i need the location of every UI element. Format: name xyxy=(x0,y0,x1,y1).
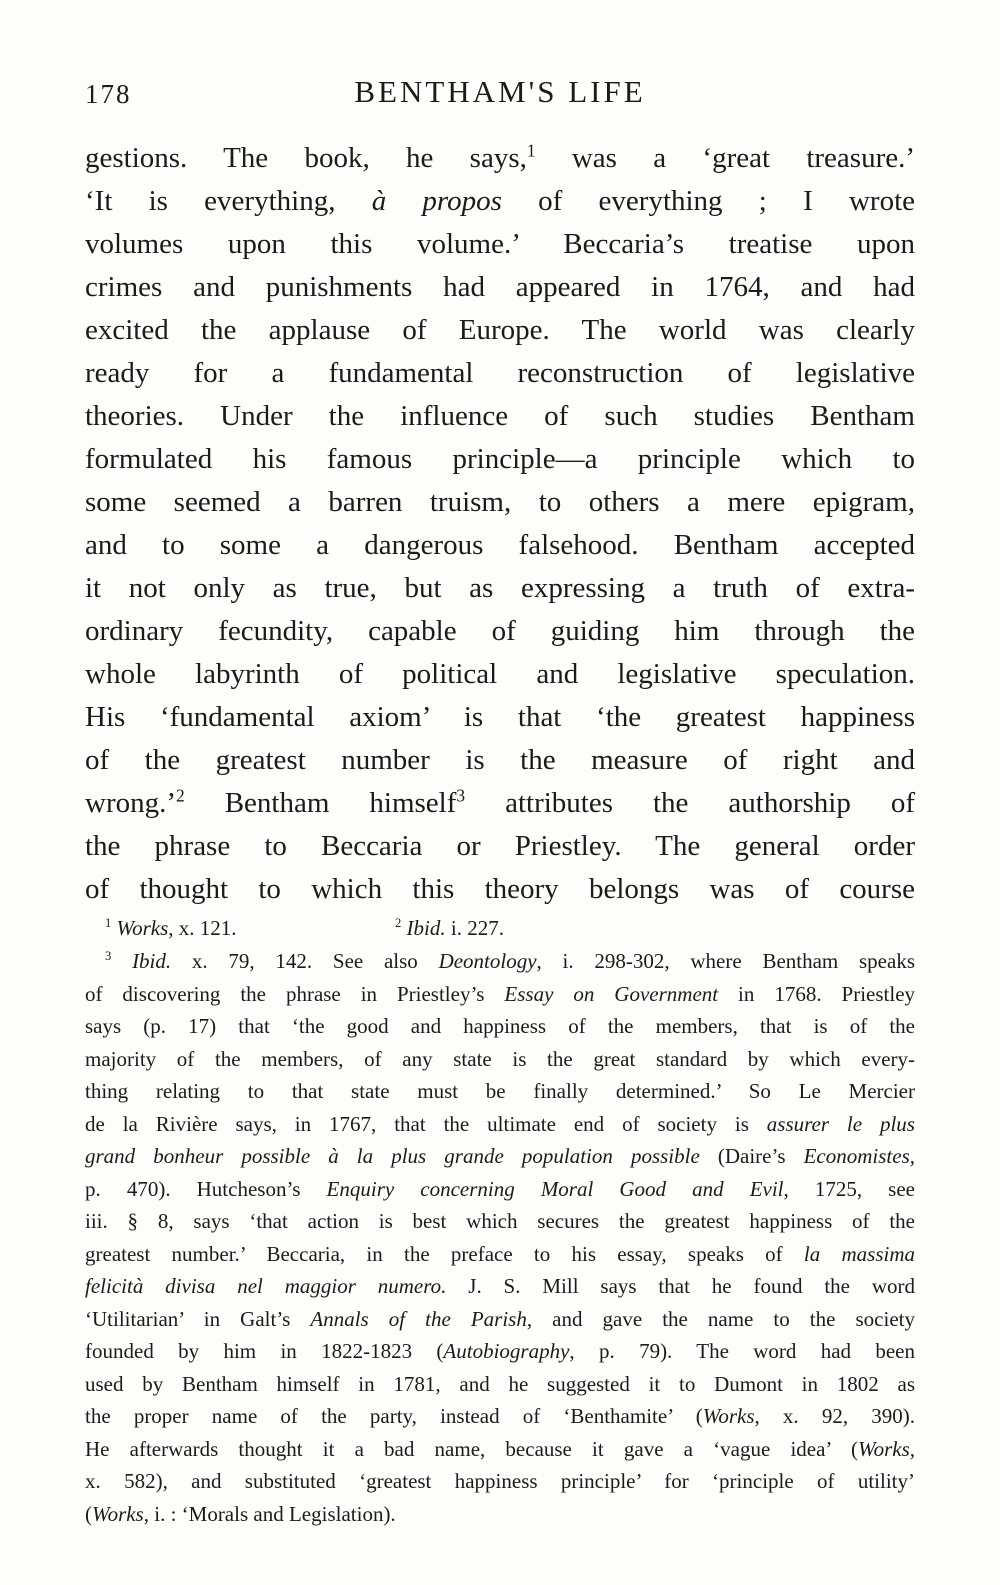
text-line: (Works, i. : ‘Morals and Legislation). xyxy=(85,1501,396,1526)
text-line: x. 582), and substituted ‘greatest happiness principle’ for ‘principle of utility’ xyxy=(85,1469,915,1493)
text-line: volumes upon this volume.’ Beccaria’s treatise upon xyxy=(85,228,915,260)
text-line: the proper name of the party, instead of ‘Benthamite’ (Works, x. 92, 390). xyxy=(85,1404,915,1428)
text-line: gestions. The book, he says,$^1$ was a ‘great treasure.’ xyxy=(85,140,915,174)
text-line: His ‘fundamental axiom’ is that ‘the greatest happiness xyxy=(85,701,915,733)
text-line: de la Rivière says, in 1767, that the ultimate end of society is assurer le plus xyxy=(85,1111,915,1136)
text-line: felicità divisa nel maggior numero. J. S. Mill says that he found the word xyxy=(85,1274,916,1298)
text-line: theories. Under the influence of such studies Bentham xyxy=(85,400,915,432)
text-line: the phrase to Beccaria or Priestley. The general order xyxy=(85,830,915,862)
text-line: greatest number.’ Beccaria, in the preface to his essay, speaks of la massima xyxy=(85,1241,915,1266)
body-paragraph xyxy=(85,137,915,911)
text-line: of thought to which this theory belongs was of course xyxy=(85,873,915,905)
text-line: says (p. 17) that ‘the good and happiness of the members, that is of the xyxy=(85,1014,915,1038)
text-line: grand bonheur possible à la plus grande population possible (Daire’s Economistes, xyxy=(85,1144,915,1168)
text-line: thing relating to that state must be finally determined.’ So Le Mercier xyxy=(85,1079,915,1103)
page-header xyxy=(85,74,915,114)
text-line: He afterwards thought it a bad name, because it gave a ‘vague idea’ (Works, xyxy=(85,1436,915,1461)
text-line: it not only as true, but as expressing a truth of extra- xyxy=(85,572,915,604)
text-line: ordinary fecundity, capable of guiding him through the xyxy=(85,615,915,647)
text-line: crimes and punishments had appeared in 1764, and had xyxy=(85,271,915,303)
text-line: majority of the members, of any state is the great standard by which every- xyxy=(85,1046,915,1071)
text-line: formulated his famous principle—a principle which to xyxy=(85,443,915,475)
text-line: of the greatest number is the measure of right and xyxy=(85,744,915,776)
text-line: ‘It is everything, à propos of everything ; I wrote xyxy=(85,185,916,217)
text-line: of discovering the phrase in Priestley’s Essay on Government in 1768. Priestley xyxy=(85,981,916,1006)
text-line: $^3$ Ibid. x. 79, 142. See also Deontology, i. 298-302, where Bentham speaks xyxy=(105,949,915,973)
page-number: 178 xyxy=(85,79,132,109)
text-line: and to some a dangerous falsehood. Bentham accepted xyxy=(85,529,915,561)
text-line: iii. § 8, says ‘that action is best which secures the greatest happiness of the xyxy=(85,1209,915,1233)
text-line: p. 470). Hutcheson’s Enquiry concerning Moral Good and Evil, 1725, see xyxy=(85,1176,915,1201)
text-line: excited the applause of Europe. The world was clearly xyxy=(85,314,915,346)
footnote-1: $^1$ Works, x. 121. xyxy=(105,916,237,940)
text-line: ‘Utilitarian’ in Galt’s Annals of the Parish, and gave the name to the society xyxy=(85,1306,915,1331)
running-title: BENTHAM'S LIFE xyxy=(354,74,646,109)
text-line: founded by him in 1822-1823 (Autobiography, p. 79). The word had been xyxy=(85,1339,915,1363)
footnote-2: $^2$ Ibid. i. 227. xyxy=(395,916,504,940)
footnote-line-first xyxy=(85,912,915,945)
footnote-section xyxy=(85,912,915,1530)
text-line: whole labyrinth of political and legislative speculation. xyxy=(85,658,915,690)
text-line: used by Bentham himself in 1781, and he suggested it to Dumont in 1802 as xyxy=(85,1371,915,1396)
footnote-3-block xyxy=(85,945,915,1530)
text-line: some seemed a barren truism, to others a mere epigram, xyxy=(85,486,915,518)
text-line: ready for a fundamental reconstruction of legislative xyxy=(85,357,915,389)
text-line: wrong.’$^2$ Bentham himself$^3$ attributes the authorship of xyxy=(85,785,915,819)
